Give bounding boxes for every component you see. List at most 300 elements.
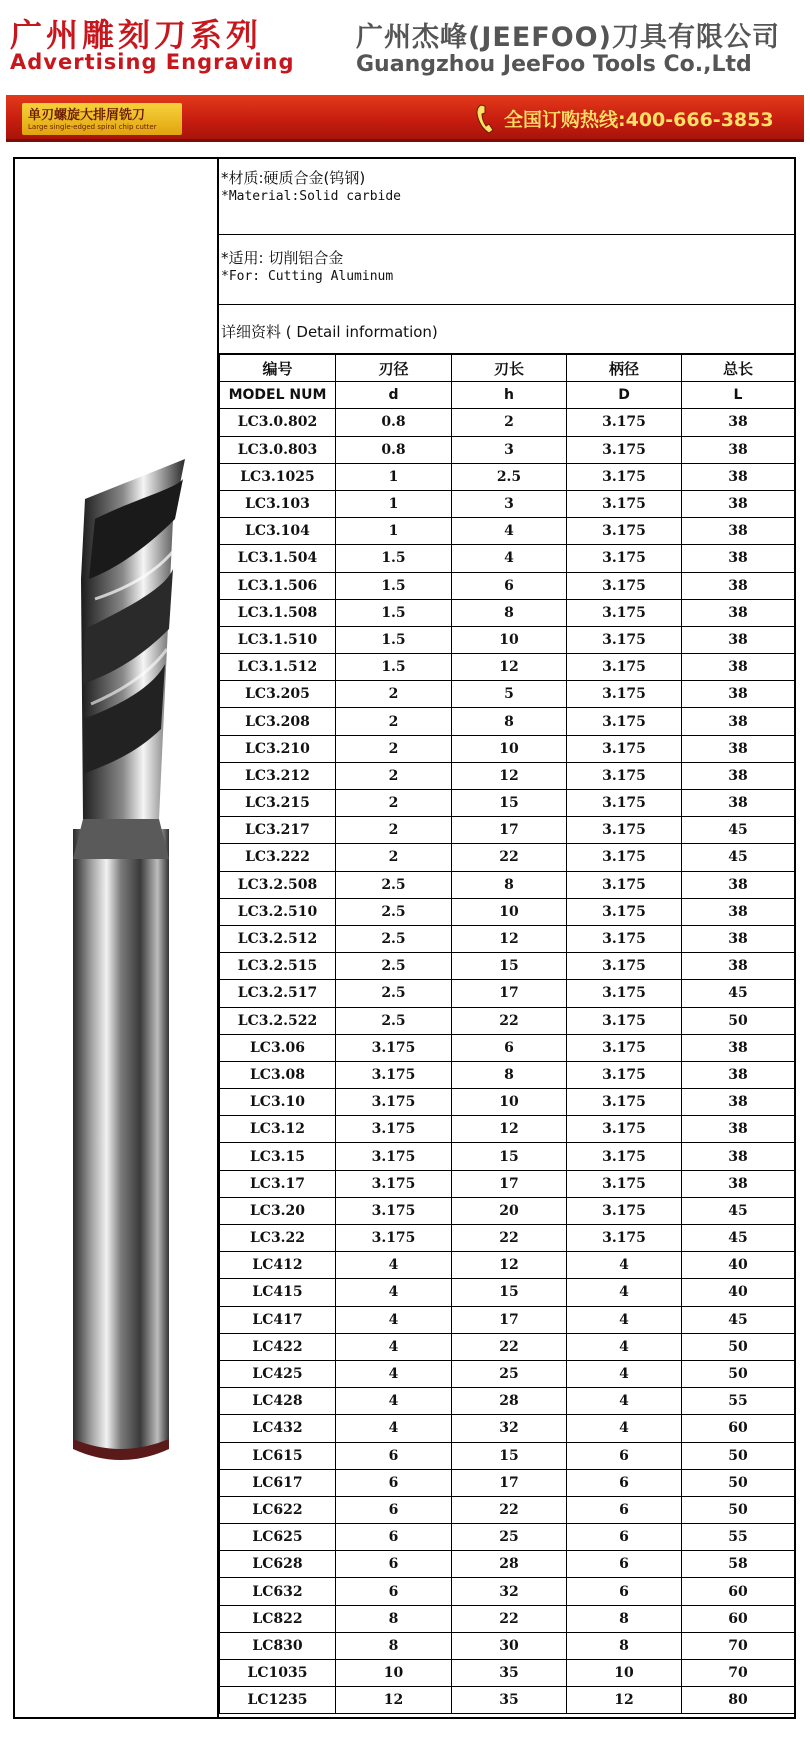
cell-d: 10 (336, 1660, 452, 1687)
cell-d: 2 (336, 762, 452, 789)
cell-shank: 3.175 (567, 1034, 682, 1061)
cell-h: 15 (452, 1442, 567, 1469)
cell-length: 38 (682, 490, 795, 517)
cell-d: 1.5 (336, 654, 452, 681)
cell-d: 6 (336, 1578, 452, 1605)
table-row (220, 1143, 795, 1170)
table-row (220, 1388, 795, 1415)
cell-length: 38 (682, 626, 795, 653)
tool-image-panel (15, 159, 219, 1717)
cell-length: 38 (682, 1089, 795, 1116)
cell-model: LC822 (220, 1605, 336, 1632)
page-header (0, 0, 810, 86)
cell-length: 38 (682, 545, 795, 572)
cell-shank: 3.175 (567, 1170, 682, 1197)
cell-shank: 3.175 (567, 463, 682, 490)
cell-length: 45 (682, 844, 795, 871)
cell-h: 10 (452, 626, 567, 653)
col-header-d-cn: 刃径 (336, 355, 452, 382)
cell-shank: 6 (567, 1578, 682, 1605)
material-section (219, 159, 794, 235)
cell-shank: 3.175 (567, 817, 682, 844)
cell-shank: 4 (567, 1252, 682, 1279)
cell-shank: 3.175 (567, 871, 682, 898)
cell-model: LC617 (220, 1469, 336, 1496)
cell-d: 1.5 (336, 599, 452, 626)
col-header-length-en: L (682, 382, 795, 409)
table-row (220, 1116, 795, 1143)
cell-shank: 3.175 (567, 980, 682, 1007)
cell-d: 4 (336, 1415, 452, 1442)
cell-length: 38 (682, 1143, 795, 1170)
cell-shank: 6 (567, 1496, 682, 1523)
cell-h: 22 (452, 1605, 567, 1632)
cell-length: 38 (682, 1116, 795, 1143)
detail-title: 详细资料 ( Detail information) (221, 323, 438, 341)
cell-length: 58 (682, 1551, 795, 1578)
cell-shank: 6 (567, 1469, 682, 1496)
table-row (220, 1551, 795, 1578)
cell-length: 55 (682, 1388, 795, 1415)
cell-length: 38 (682, 790, 795, 817)
cell-shank: 8 (567, 1632, 682, 1659)
cell-model: LC428 (220, 1388, 336, 1415)
cell-length: 70 (682, 1632, 795, 1659)
cell-shank: 3.175 (567, 1225, 682, 1252)
cell-h: 6 (452, 1034, 567, 1061)
table-row (220, 1578, 795, 1605)
cell-h: 32 (452, 1415, 567, 1442)
cell-length: 45 (682, 1197, 795, 1224)
table-header-cn (220, 355, 795, 382)
cell-h: 15 (452, 953, 567, 980)
cell-d: 4 (336, 1279, 452, 1306)
cell-d: 1 (336, 518, 452, 545)
cell-length: 50 (682, 1442, 795, 1469)
cell-shank: 3.175 (567, 898, 682, 925)
cell-length: 50 (682, 1496, 795, 1523)
table-row (220, 1687, 795, 1714)
detail-section (219, 305, 794, 354)
cell-d: 1 (336, 490, 452, 517)
cell-length: 38 (682, 572, 795, 599)
table-header-en (220, 382, 795, 409)
cell-d: 2 (336, 844, 452, 871)
cell-length: 38 (682, 953, 795, 980)
table-row (220, 1415, 795, 1442)
cell-model: LC425 (220, 1360, 336, 1387)
cell-d: 0.8 (336, 436, 452, 463)
cell-h: 17 (452, 980, 567, 1007)
cell-length: 38 (682, 518, 795, 545)
cell-d: 2 (336, 708, 452, 735)
table-row (220, 1306, 795, 1333)
col-header-length-cn: 总长 (682, 355, 795, 382)
cell-shank: 3.175 (567, 599, 682, 626)
cell-h: 32 (452, 1578, 567, 1605)
cell-model: LC3.2.510 (220, 898, 336, 925)
cell-h: 8 (452, 871, 567, 898)
cell-h: 8 (452, 599, 567, 626)
table-row (220, 1360, 795, 1387)
cell-shank: 8 (567, 1605, 682, 1632)
cell-length: 80 (682, 1687, 795, 1714)
cell-d: 2.5 (336, 980, 452, 1007)
cell-h: 4 (452, 518, 567, 545)
col-header-h-cn: 刃长 (452, 355, 567, 382)
cell-model: LC3.217 (220, 817, 336, 844)
table-row (220, 953, 795, 980)
cell-shank: 4 (567, 1415, 682, 1442)
cell-h: 15 (452, 1143, 567, 1170)
cell-model: LC3.2.517 (220, 980, 336, 1007)
cell-shank: 3.175 (567, 790, 682, 817)
product-tag-cn: 单刃螺旋大排屑铣刀 (28, 108, 146, 123)
cell-d: 6 (336, 1524, 452, 1551)
cell-model: LC3.1.508 (220, 599, 336, 626)
cell-model: LC3.2.515 (220, 953, 336, 980)
cell-length: 50 (682, 1333, 795, 1360)
cell-h: 22 (452, 1333, 567, 1360)
cell-h: 12 (452, 762, 567, 789)
table-row (220, 1197, 795, 1224)
cell-h: 22 (452, 1496, 567, 1523)
table-row (220, 626, 795, 653)
cell-model: LC3.0.803 (220, 436, 336, 463)
table-row (220, 1605, 795, 1632)
table-row (220, 599, 795, 626)
cell-model: LC615 (220, 1442, 336, 1469)
phone-icon (474, 103, 498, 135)
table-row (220, 409, 795, 436)
cell-model: LC3.205 (220, 681, 336, 708)
cell-d: 8 (336, 1605, 452, 1632)
cell-d: 6 (336, 1551, 452, 1578)
cell-d: 3.175 (336, 1061, 452, 1088)
cell-model: LC3.06 (220, 1034, 336, 1061)
cell-shank: 3.175 (567, 490, 682, 517)
table-row (220, 735, 795, 762)
cell-h: 3 (452, 490, 567, 517)
cell-h: 28 (452, 1388, 567, 1415)
table-row (220, 871, 795, 898)
cell-length: 38 (682, 599, 795, 626)
cell-h: 22 (452, 1225, 567, 1252)
cell-length: 50 (682, 1469, 795, 1496)
table-row (220, 518, 795, 545)
cell-shank: 12 (567, 1687, 682, 1714)
cell-shank: 3.175 (567, 626, 682, 653)
cell-d: 4 (336, 1333, 452, 1360)
cell-d: 4 (336, 1360, 452, 1387)
table-row (220, 436, 795, 463)
table-row (220, 762, 795, 789)
col-header-model-cn: 编号 (220, 355, 336, 382)
cell-d: 1 (336, 463, 452, 490)
cell-d: 1.5 (336, 572, 452, 599)
cell-length: 38 (682, 1170, 795, 1197)
cell-length: 38 (682, 871, 795, 898)
cell-length: 38 (682, 436, 795, 463)
cell-length: 38 (682, 735, 795, 762)
cell-model: LC3.15 (220, 1143, 336, 1170)
cell-d: 3.175 (336, 1197, 452, 1224)
cell-model: LC3.1.512 (220, 654, 336, 681)
cell-shank: 3.175 (567, 925, 682, 952)
cell-length: 60 (682, 1605, 795, 1632)
cell-d: 2.5 (336, 953, 452, 980)
cell-shank: 3.175 (567, 735, 682, 762)
table-row (220, 545, 795, 572)
table-row (220, 463, 795, 490)
table-row (220, 1524, 795, 1551)
cell-shank: 3.175 (567, 436, 682, 463)
cell-shank: 3.175 (567, 518, 682, 545)
cell-shank: 3.175 (567, 681, 682, 708)
cell-d: 2 (336, 681, 452, 708)
cell-length: 70 (682, 1660, 795, 1687)
brand-title-cn: 广州雕刻刀系列 (10, 16, 263, 54)
cell-d: 1.5 (336, 626, 452, 653)
cell-h: 17 (452, 817, 567, 844)
table-row (220, 654, 795, 681)
cell-h: 28 (452, 1551, 567, 1578)
cell-model: LC3.103 (220, 490, 336, 517)
cell-d: 3.175 (336, 1034, 452, 1061)
cell-model: LC417 (220, 1306, 336, 1333)
cell-d: 1.5 (336, 545, 452, 572)
cell-shank: 3.175 (567, 708, 682, 735)
cell-length: 55 (682, 1524, 795, 1551)
cell-shank: 3.175 (567, 409, 682, 436)
cell-model: LC3.10 (220, 1089, 336, 1116)
cell-shank: 3.175 (567, 1061, 682, 1088)
cell-model: LC3.2.522 (220, 1007, 336, 1034)
cell-h: 5 (452, 681, 567, 708)
cell-h: 4 (452, 545, 567, 572)
col-header-model-en: MODEL NUM (220, 382, 336, 409)
cell-h: 30 (452, 1632, 567, 1659)
cell-model: LC3.2.508 (220, 871, 336, 898)
company-name-en: Guangzhou JeeFoo Tools Co.,Ltd (356, 52, 752, 77)
cell-h: 2.5 (452, 463, 567, 490)
cell-d: 2 (336, 735, 452, 762)
cell-model: LC3.1.506 (220, 572, 336, 599)
cell-length: 38 (682, 463, 795, 490)
cell-shank: 3.175 (567, 953, 682, 980)
table-row (220, 1632, 795, 1659)
cell-d: 12 (336, 1687, 452, 1714)
cell-h: 8 (452, 708, 567, 735)
col-header-d-en: d (336, 382, 452, 409)
cell-model: LC628 (220, 1551, 336, 1578)
cell-h: 6 (452, 572, 567, 599)
cell-model: LC1035 (220, 1660, 336, 1687)
cell-d: 4 (336, 1306, 452, 1333)
cell-h: 35 (452, 1660, 567, 1687)
table-row (220, 898, 795, 925)
cell-h: 20 (452, 1197, 567, 1224)
col-header-shank-en: D (567, 382, 682, 409)
cell-model: LC3.104 (220, 518, 336, 545)
cell-model: LC412 (220, 1252, 336, 1279)
end-mill-illustration (55, 459, 185, 1479)
cell-model: LC432 (220, 1415, 336, 1442)
cell-shank: 4 (567, 1306, 682, 1333)
cell-model: LC3.215 (220, 790, 336, 817)
cell-d: 2.5 (336, 898, 452, 925)
table-row (220, 1660, 795, 1687)
cell-d: 2 (336, 817, 452, 844)
cell-model: LC622 (220, 1496, 336, 1523)
cell-model: LC3.08 (220, 1061, 336, 1088)
table-row (220, 708, 795, 735)
cell-h: 35 (452, 1687, 567, 1714)
cell-model: LC3.0.802 (220, 409, 336, 436)
company-name-cn: 广州杰峰(JEEFOO)刀具有限公司 (356, 22, 780, 53)
table-row (220, 817, 795, 844)
material-cn: *材质:硬质合金(钨钢) (221, 169, 366, 187)
table-row (220, 1225, 795, 1252)
cell-h: 12 (452, 925, 567, 952)
table-row (220, 1061, 795, 1088)
cell-d: 2.5 (336, 871, 452, 898)
cell-model: LC1235 (220, 1687, 336, 1714)
cell-length: 38 (682, 898, 795, 925)
cell-length: 38 (682, 925, 795, 952)
table-row (220, 980, 795, 1007)
cell-h: 25 (452, 1524, 567, 1551)
table-row (220, 925, 795, 952)
usage-section (219, 235, 794, 305)
cell-length: 40 (682, 1279, 795, 1306)
cell-shank: 4 (567, 1388, 682, 1415)
cell-length: 38 (682, 654, 795, 681)
cell-shank: 4 (567, 1360, 682, 1387)
cell-shank: 3.175 (567, 1089, 682, 1116)
usage-en: *For: Cutting Aluminum (221, 269, 394, 284)
cell-model: LC422 (220, 1333, 336, 1360)
cell-d: 2.5 (336, 1007, 452, 1034)
cell-length: 38 (682, 762, 795, 789)
cell-d: 6 (336, 1496, 452, 1523)
cell-d: 6 (336, 1442, 452, 1469)
cell-model: LC3.210 (220, 735, 336, 762)
cell-shank: 10 (567, 1660, 682, 1687)
spec-table (219, 354, 795, 1714)
cell-shank: 3.175 (567, 762, 682, 789)
cell-length: 38 (682, 681, 795, 708)
usage-cn: *适用: 切削铝合金 (221, 249, 344, 267)
cell-d: 4 (336, 1388, 452, 1415)
cell-shank: 3.175 (567, 1007, 682, 1034)
cell-model: LC415 (220, 1279, 336, 1306)
cell-length: 38 (682, 409, 795, 436)
cell-length: 60 (682, 1578, 795, 1605)
col-header-shank-cn: 柄径 (567, 355, 682, 382)
table-row (220, 844, 795, 871)
cell-h: 8 (452, 1061, 567, 1088)
cell-shank: 6 (567, 1442, 682, 1469)
product-tag-en: Large single-edged spiral chip cutter (28, 123, 157, 131)
table-row (220, 572, 795, 599)
cell-shank: 3.175 (567, 1197, 682, 1224)
table-row (220, 490, 795, 517)
cell-shank: 6 (567, 1524, 682, 1551)
cell-h: 25 (452, 1360, 567, 1387)
table-row (220, 790, 795, 817)
brand-title-en: Advertising Engraving (10, 50, 295, 74)
col-header-h-en: h (452, 382, 567, 409)
cell-h: 17 (452, 1306, 567, 1333)
cell-h: 10 (452, 735, 567, 762)
table-row (220, 1469, 795, 1496)
cell-shank: 6 (567, 1551, 682, 1578)
cell-model: LC3.2.512 (220, 925, 336, 952)
cell-model: LC3.212 (220, 762, 336, 789)
cell-h: 15 (452, 1279, 567, 1306)
cell-shank: 3.175 (567, 1143, 682, 1170)
cell-length: 45 (682, 817, 795, 844)
cell-length: 45 (682, 1225, 795, 1252)
cell-shank: 4 (567, 1333, 682, 1360)
hotline-text: 全国订购热线:400-666-3853 (504, 109, 774, 131)
cell-h: 12 (452, 654, 567, 681)
cell-h: 12 (452, 1116, 567, 1143)
cell-model: LC3.20 (220, 1197, 336, 1224)
cell-d: 4 (336, 1252, 452, 1279)
cell-d: 3.175 (336, 1116, 452, 1143)
cell-model: LC3.17 (220, 1170, 336, 1197)
cell-h: 22 (452, 1007, 567, 1034)
table-row (220, 1170, 795, 1197)
cell-h: 12 (452, 1252, 567, 1279)
cell-model: LC625 (220, 1524, 336, 1551)
cell-model: LC830 (220, 1632, 336, 1659)
cell-h: 10 (452, 1089, 567, 1116)
cell-h: 15 (452, 790, 567, 817)
cell-length: 38 (682, 1034, 795, 1061)
table-row (220, 1252, 795, 1279)
cell-model: LC3.1.510 (220, 626, 336, 653)
cell-length: 50 (682, 1007, 795, 1034)
table-row (220, 1007, 795, 1034)
cell-d: 2.5 (336, 925, 452, 952)
cell-d: 0.8 (336, 409, 452, 436)
cell-length: 50 (682, 1360, 795, 1387)
cell-d: 3.175 (336, 1225, 452, 1252)
cell-h: 10 (452, 898, 567, 925)
cell-model: LC3.1025 (220, 463, 336, 490)
cell-shank: 4 (567, 1279, 682, 1306)
table-row (220, 681, 795, 708)
cell-length: 45 (682, 980, 795, 1007)
table-row (220, 1442, 795, 1469)
cell-model: LC632 (220, 1578, 336, 1605)
cell-d: 8 (336, 1632, 452, 1659)
table-row (220, 1333, 795, 1360)
cell-length: 38 (682, 1061, 795, 1088)
cell-h: 17 (452, 1170, 567, 1197)
cell-h: 17 (452, 1469, 567, 1496)
cell-model: LC3.22 (220, 1225, 336, 1252)
cell-shank: 3.175 (567, 572, 682, 599)
material-en: *Material:Solid carbide (221, 189, 402, 204)
table-row (220, 1279, 795, 1306)
table-row (220, 1496, 795, 1523)
table-row (220, 1034, 795, 1061)
cell-shank: 3.175 (567, 844, 682, 871)
